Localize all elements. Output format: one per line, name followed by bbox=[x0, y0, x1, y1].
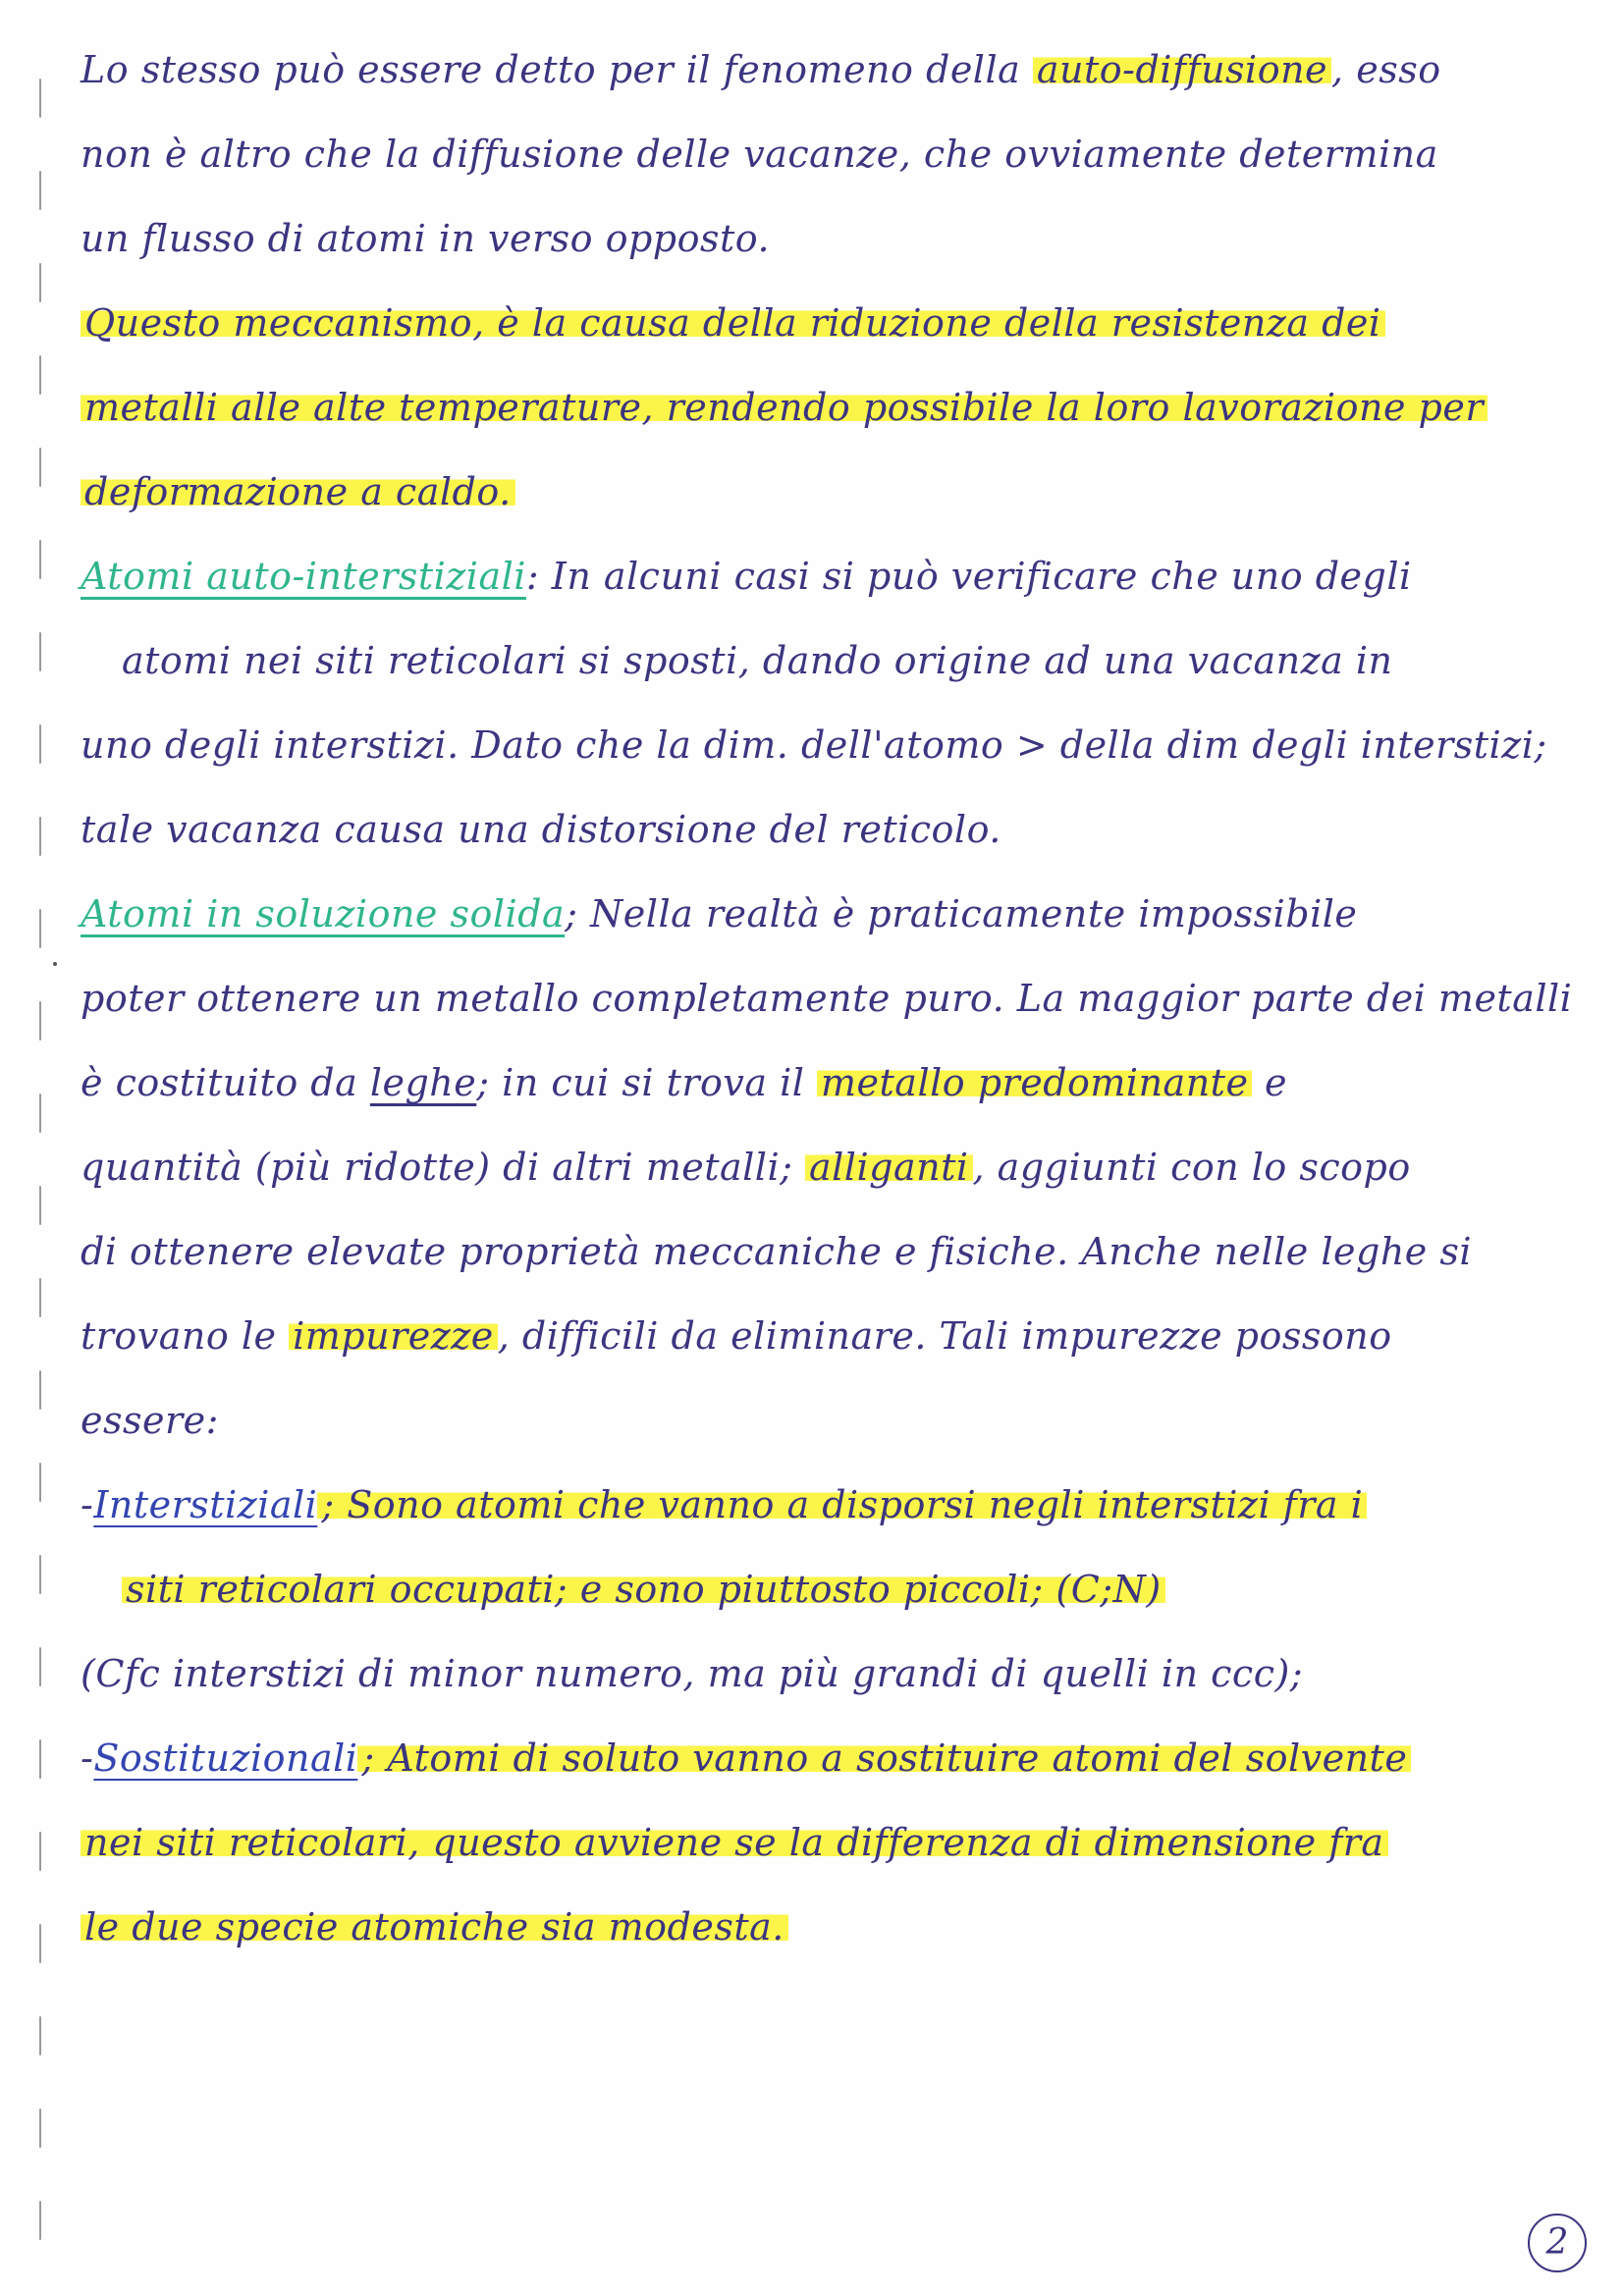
margin-tick bbox=[39, 448, 41, 487]
text-segment: quantità (più ridotte) di altri metalli; bbox=[81, 1146, 805, 1189]
text-segment: leghe bbox=[369, 1061, 477, 1104]
text-segment: è costituito da bbox=[81, 1061, 370, 1104]
text-segment: , aggiunti con lo scopo bbox=[972, 1146, 1411, 1189]
text-segment: atomi nei siti reticolari si sposti, dando origine ad una vacanza in bbox=[122, 639, 1393, 682]
text-segment: , esso bbox=[1331, 48, 1441, 91]
margin-tick bbox=[39, 1094, 41, 1133]
text-segment: ; Nella realtà è praticamente impossibile bbox=[565, 892, 1358, 935]
text-segment: le due specie atomiche sia modesta. bbox=[81, 1905, 788, 1949]
margin-tick bbox=[39, 2201, 41, 2240]
text-segment: tale vacanza causa una distorsione del reticolo. bbox=[81, 808, 1001, 851]
text-segment: : In alcuni casi si può verificare che uno degli bbox=[525, 555, 1412, 598]
text-segment: ; Atomi di soluto vanno a sostituire atomi del solvente bbox=[357, 1736, 1411, 1780]
text-line bbox=[81, 365, 1583, 450]
text-segment: metallo predominante bbox=[817, 1061, 1252, 1104]
margin-tick bbox=[39, 724, 41, 764]
text-line bbox=[81, 1378, 1583, 1463]
section-heading: Atomi auto-interstiziali bbox=[81, 555, 526, 598]
margin-tick bbox=[39, 909, 41, 948]
text-segment: - bbox=[81, 1736, 94, 1780]
text-segment: (Cfc interstizi di minor numero, ma più grandi di quelli in ccc); bbox=[81, 1652, 1304, 1695]
margin-tick bbox=[39, 2016, 41, 2056]
text-segment: un flusso di atomi in verso opposto. bbox=[81, 217, 771, 260]
text-segment: e bbox=[1252, 1061, 1288, 1104]
page-number: 2 bbox=[1528, 2214, 1587, 2272]
text-segment: deformazione a caldo. bbox=[81, 470, 515, 513]
text-line bbox=[81, 1716, 1583, 1800]
text-line bbox=[81, 1209, 1583, 1294]
margin-tick bbox=[39, 1186, 41, 1225]
handwritten-notes bbox=[81, 27, 1583, 1969]
margin-tick bbox=[39, 171, 41, 210]
margin-tick bbox=[39, 79, 41, 118]
text-line bbox=[81, 112, 1583, 196]
margin-tick bbox=[39, 1278, 41, 1317]
text-line bbox=[81, 1125, 1583, 1209]
text-segment: siti reticolari occupati; e sono piuttosto piccoli; (C;N) bbox=[122, 1568, 1165, 1611]
text-segment: , difficili da eliminare. Tali impurezze possono bbox=[497, 1314, 1392, 1358]
section-heading: Interstiziali bbox=[93, 1483, 318, 1526]
text-segment: Lo stesso può essere detto per il fenomeno della bbox=[81, 48, 1033, 91]
text-segment: essere: bbox=[81, 1399, 219, 1442]
margin-tick bbox=[39, 355, 41, 395]
text-line bbox=[81, 956, 1583, 1041]
margin-tick bbox=[39, 1647, 41, 1686]
text-line bbox=[81, 1800, 1583, 1885]
text-segment: - bbox=[81, 1483, 94, 1526]
ink-dot bbox=[53, 962, 57, 966]
margin-tick bbox=[39, 1370, 41, 1410]
margin-tick bbox=[39, 1001, 41, 1041]
text-segment: alliganti bbox=[805, 1146, 973, 1189]
margin-tick bbox=[39, 1832, 41, 1871]
text-line bbox=[81, 1885, 1583, 1969]
text-line bbox=[81, 872, 1583, 956]
text-segment: trovano le bbox=[81, 1314, 290, 1358]
text-line bbox=[81, 196, 1583, 281]
text-segment: uno degli interstizi. Dato che la dim. dell'atomo > della dim degli interstizi; bbox=[81, 723, 1547, 767]
text-segment: nei siti reticolari, questo avviene se la differenza di dimensione fra bbox=[81, 1821, 1388, 1864]
text-line bbox=[81, 787, 1583, 872]
margin-tick bbox=[39, 1463, 41, 1502]
text-line bbox=[81, 1463, 1583, 1547]
text-line bbox=[81, 618, 1583, 703]
text-segment: metalli alle alte temperature, rendendo possibile la loro lavorazione per bbox=[81, 386, 1488, 429]
margin-tick bbox=[39, 1924, 41, 1963]
text-line bbox=[81, 450, 1583, 534]
text-segment: di ottenere elevate proprietà meccaniche e fisiche. Anche nelle leghe si bbox=[81, 1230, 1473, 1273]
text-segment: Questo meccanismo, è la causa della riduzione della resistenza dei bbox=[81, 301, 1385, 345]
text-segment: non è altro che la diffusione delle vacanze, che ovviamente determina bbox=[81, 133, 1438, 176]
margin-binding-marks bbox=[33, 39, 47, 2277]
margin-tick bbox=[39, 632, 41, 671]
text-segment: impurezze bbox=[289, 1314, 498, 1358]
section-heading: Atomi in soluzione solida bbox=[81, 892, 566, 935]
text-line bbox=[81, 27, 1583, 112]
margin-tick bbox=[39, 2109, 41, 2148]
text-line bbox=[81, 1631, 1583, 1716]
section-heading: Sostituzionali bbox=[93, 1736, 358, 1780]
margin-tick bbox=[39, 263, 41, 302]
text-line bbox=[81, 1294, 1583, 1378]
text-segment: auto-diffusione bbox=[1033, 48, 1331, 91]
text-segment: poter ottenere un metallo completamente puro. La maggior parte dei metalli bbox=[81, 977, 1573, 1020]
margin-tick bbox=[39, 540, 41, 579]
text-line bbox=[81, 1547, 1583, 1631]
margin-tick bbox=[39, 817, 41, 856]
text-line bbox=[81, 1041, 1583, 1125]
text-segment: ; Sono atomi che vanno a disporsi negli interstizi fra i bbox=[317, 1483, 1367, 1526]
margin-tick bbox=[39, 1739, 41, 1779]
text-segment: ; in cui si trova il bbox=[476, 1061, 817, 1104]
text-line bbox=[81, 534, 1583, 618]
text-line bbox=[81, 281, 1583, 365]
margin-tick bbox=[39, 1555, 41, 1594]
text-line bbox=[81, 703, 1583, 787]
